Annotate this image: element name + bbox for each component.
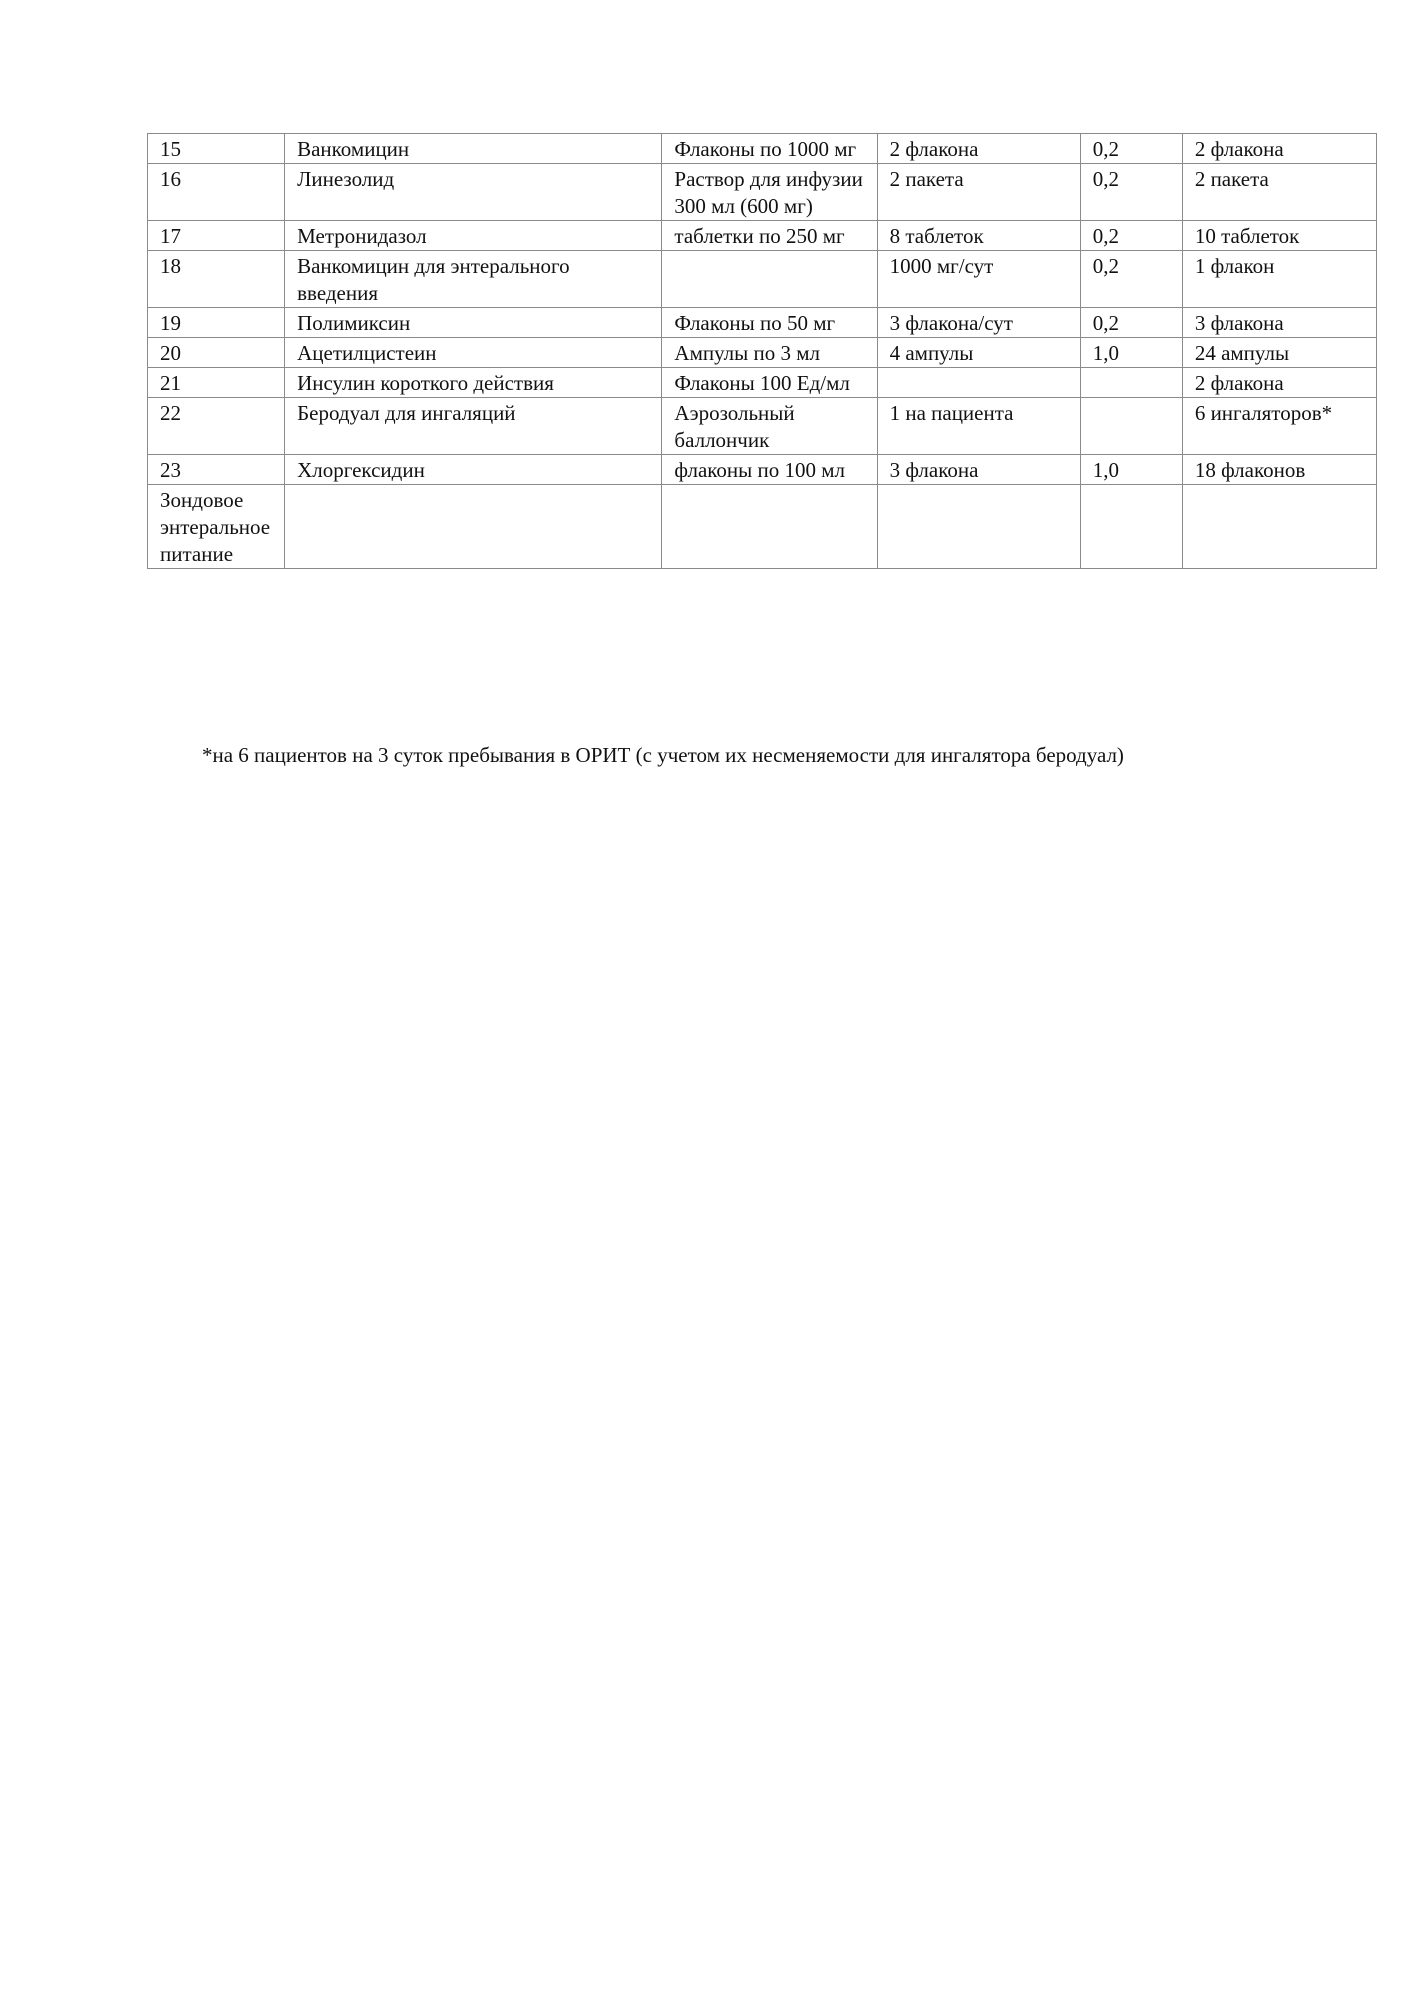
- drug-coefficient: [1080, 485, 1182, 569]
- drug-coefficient: 0,2: [1080, 164, 1182, 221]
- drug-name: Инсулин короткого действия: [285, 368, 662, 398]
- table-row: [148, 455, 1377, 485]
- drug-name: Полимиксин: [285, 308, 662, 338]
- footnote: *на 6 пациентов на 3 суток пребывания в ОРИТ (с учетом их несменяемости для ингалятора беродуал): [202, 743, 1124, 767]
- table-row: [148, 251, 1377, 308]
- drug-coefficient: 0,2: [1080, 134, 1182, 164]
- drug-form: [662, 485, 877, 569]
- row-number: 18: [148, 251, 285, 308]
- drug-dose: 3 флакона: [877, 455, 1080, 485]
- table-row: [148, 398, 1377, 455]
- drug-coefficient: 1,0: [1080, 455, 1182, 485]
- drug-total: 2 пакета: [1182, 164, 1376, 221]
- drug-total: 10 таблеток: [1182, 221, 1376, 251]
- drug-form: Ампулы по 3 мл: [662, 338, 877, 368]
- drug-dose: 8 таблеток: [877, 221, 1080, 251]
- drug-form: Флаконы 100 Ед/мл: [662, 368, 877, 398]
- row-number: 21: [148, 368, 285, 398]
- drug-total: 2 флакона: [1182, 134, 1376, 164]
- drug-total: 18 флаконов: [1182, 455, 1376, 485]
- row-number: 19: [148, 308, 285, 338]
- table-row: [148, 164, 1377, 221]
- drug-dose: 2 пакета: [877, 164, 1080, 221]
- drug-coefficient: 0,2: [1080, 251, 1182, 308]
- drug-dose: 3 флакона/сут: [877, 308, 1080, 338]
- drug-name: Ванкомицин: [285, 134, 662, 164]
- drug-dose: 4 ампулы: [877, 338, 1080, 368]
- drug-total: [1182, 485, 1376, 569]
- drug-dose: 1000 мг/сут: [877, 251, 1080, 308]
- drug-total: 2 флакона: [1182, 368, 1376, 398]
- drug-form: Флаконы по 50 мг: [662, 308, 877, 338]
- drug-coefficient: [1080, 368, 1182, 398]
- drug-form: Раствор для инфузии 300 мл (600 мг): [662, 164, 877, 221]
- medication-table: [147, 133, 1377, 569]
- table-row: [148, 368, 1377, 398]
- table-row: [148, 338, 1377, 368]
- drug-dose: 1 на пациента: [877, 398, 1080, 455]
- drug-form: флаконы по 100 мл: [662, 455, 877, 485]
- row-number: 20: [148, 338, 285, 368]
- drug-dose: 2 флакона: [877, 134, 1080, 164]
- section-label: Зондовое энтеральное питание: [148, 485, 285, 569]
- drug-form: Флаконы по 1000 мг: [662, 134, 877, 164]
- drug-name: Линезолид: [285, 164, 662, 221]
- drug-form: таблетки по 250 мг: [662, 221, 877, 251]
- row-number: 16: [148, 164, 285, 221]
- drug-dose: [877, 368, 1080, 398]
- table-row: [148, 221, 1377, 251]
- drug-coefficient: 0,2: [1080, 308, 1182, 338]
- row-number: 17: [148, 221, 285, 251]
- drug-name: Ацетилцистеин: [285, 338, 662, 368]
- table-row: [148, 134, 1377, 164]
- drug-name: Хлоргексидин: [285, 455, 662, 485]
- drug-coefficient: [1080, 398, 1182, 455]
- table-row: [148, 485, 1377, 569]
- drug-coefficient: 0,2: [1080, 221, 1182, 251]
- drug-form: Аэрозольный баллончик: [662, 398, 877, 455]
- drug-name: [285, 485, 662, 569]
- table-row: [148, 308, 1377, 338]
- row-number: 15: [148, 134, 285, 164]
- drug-total: 3 флакона: [1182, 308, 1376, 338]
- drug-name: Метронидазол: [285, 221, 662, 251]
- drug-name: Беродуал для ингаляций: [285, 398, 662, 455]
- drug-total: 1 флакон: [1182, 251, 1376, 308]
- drug-coefficient: 1,0: [1080, 338, 1182, 368]
- row-number: 22: [148, 398, 285, 455]
- drug-dose: [877, 485, 1080, 569]
- row-number: 23: [148, 455, 285, 485]
- drug-total: 24 ампулы: [1182, 338, 1376, 368]
- drug-name: Ванкомицин для энтерального введения: [285, 251, 662, 308]
- drug-total: 6 ингаляторов*: [1182, 398, 1376, 455]
- drug-form: [662, 251, 877, 308]
